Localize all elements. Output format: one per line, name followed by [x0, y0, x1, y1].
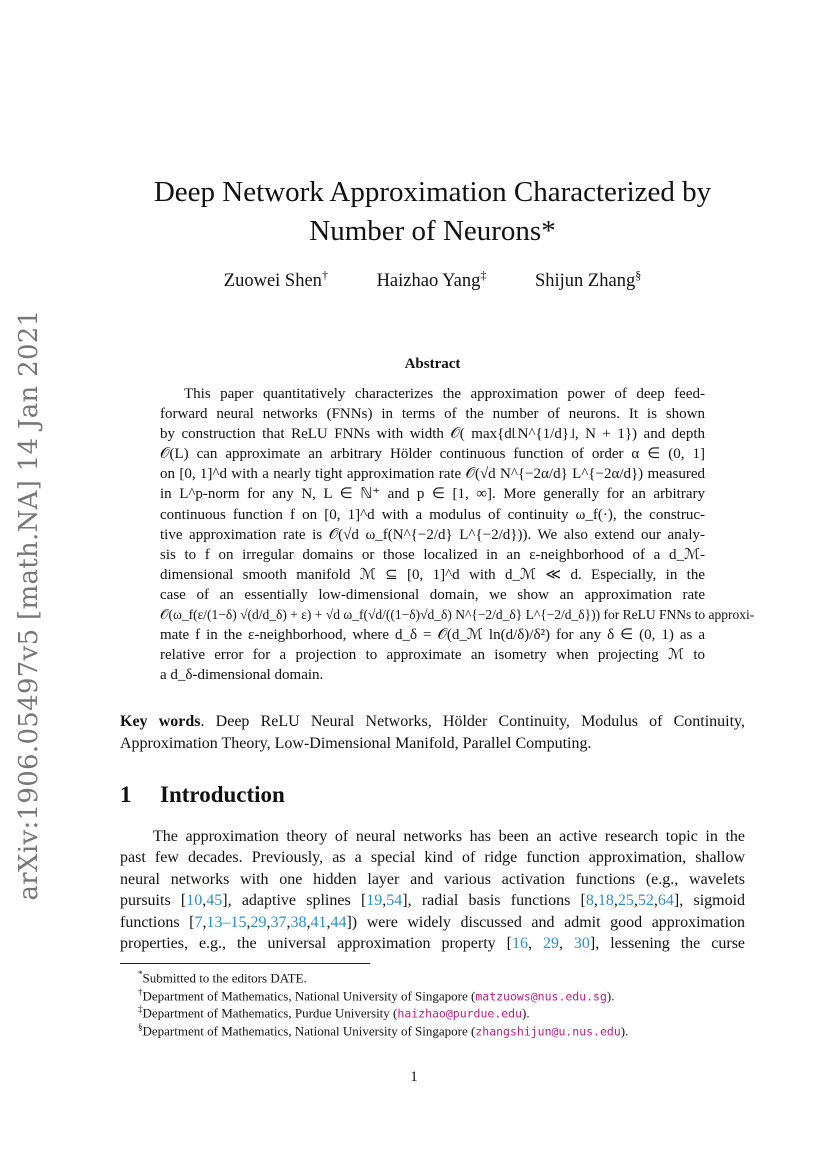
footnote-tail: ).: [606, 987, 615, 1003]
author-1: [224, 268, 328, 292]
text: properties, e.g., the universal approximation property [: [120, 934, 512, 952]
author-3-mark: §: [635, 268, 642, 282]
keywords-line-1: Key words. Deep ReLU Neural Networks, Hölder Continuity, Modulus of Continuity,: [120, 713, 746, 730]
abstract-line: This paper quantitatively characterizes the approximation power of deep feed-: [184, 386, 705, 402]
paper-title: [120, 173, 745, 251]
citation-link[interactable]: 41: [310, 913, 327, 931]
email-link[interactable]: matzuows@nus.edu.sg: [475, 988, 607, 1003]
footnote-mark: ‡: [138, 1004, 143, 1015]
citation-link[interactable]: 19: [366, 892, 383, 910]
section-title: Introduction: [160, 782, 285, 807]
text: ,: [286, 913, 291, 931]
footnote: [138, 1019, 628, 1037]
footnote-text: Department of Mathematics, Purdue University (: [142, 1005, 398, 1021]
text: ], sigmoid: [673, 892, 746, 910]
intro-line: neural networks with one hidden layer and various activation functions (e.g., wavelets: [120, 870, 745, 888]
intro-line: The approximation theory of neural networks has been an active research topic in the: [153, 828, 745, 845]
abstract-body: [160, 384, 755, 685]
author-2: [377, 268, 487, 292]
text: ,: [246, 913, 251, 931]
footnote-tail: ).: [620, 1023, 629, 1039]
footnote: [138, 1001, 628, 1019]
title-line-2: Number of Neurons*: [309, 215, 556, 247]
intro-line: [120, 890, 745, 911]
arxiv-stamp-text: arXiv:1906.05497v5 [math.NA] 14 Jan 2021: [14, 309, 44, 901]
abstract-line: continuous function f on [0, 1]^d with a modulus of continuity ω_f(·), the construc-: [160, 506, 705, 523]
email-link[interactable]: haizhao@purdue.edu: [397, 1006, 523, 1021]
abstract-line: relative error for a projection to approximate an isometry when projecting ℳ to: [160, 647, 705, 664]
citation-link[interactable]: 64: [657, 892, 674, 910]
text: ,: [527, 934, 543, 952]
arxiv-stamp: [7, 309, 51, 901]
abstract-line: case of an essentially low-dimensional domain, we show an approximation rate: [160, 586, 705, 603]
author-1-mark: †: [321, 268, 328, 282]
footnotes: [138, 966, 629, 1039]
text: ], adaptive splines [: [222, 892, 367, 910]
footnote-mark: *: [138, 969, 143, 979]
citation-link[interactable]: 7: [194, 913, 203, 931]
footnote-tail: ).: [522, 1005, 530, 1021]
text: ], lessening the curse: [589, 934, 746, 952]
citation-link[interactable]: 45: [206, 892, 223, 910]
abstract-line: a d_δ-dimensional domain.: [160, 667, 324, 684]
footnote-text: Department of Mathematics, National University of Singapore (: [142, 987, 476, 1003]
footnote-mark: §: [138, 1021, 143, 1032]
abstract-line: by construction that ReLU FNNs with width 𝒪( max{d⌊N^{1/d}⌋, N + 1}) and depth: [160, 426, 705, 443]
text: ,: [326, 913, 331, 931]
section-heading: [120, 782, 285, 808]
citation-link[interactable]: 8: [585, 892, 594, 910]
author-2-name: Haizhao Yang: [376, 271, 481, 292]
email-link[interactable]: zhangshijun@u.nus.edu: [475, 1024, 621, 1039]
footnote: [138, 966, 628, 984]
citation-link[interactable]: 52: [637, 892, 654, 910]
abstract-line: 𝒪(ω_f(ε/(1−δ) √(d/d_δ) + ε) + √d ω_f(√d/((1−δ)√d_δ) N^{−2/d_δ} L^{−2/d_δ})) for ReLU FNNs to approxi-: [160, 607, 755, 623]
footnote-text: Submitted to the editors DATE.: [142, 970, 307, 986]
citation-link[interactable]: 18: [597, 892, 614, 910]
section-number: 1: [120, 782, 132, 807]
abstract-line: forward neural networks (FNNs) in terms of the number of neurons. It is shown: [160, 406, 705, 423]
intro-line: [120, 912, 745, 933]
citation-link[interactable]: 29: [542, 934, 559, 952]
author-3-name: Shijun Zhang: [534, 271, 636, 292]
footnote-rule: [120, 963, 370, 964]
keywords-label: Key words: [120, 713, 201, 730]
text: ,: [558, 934, 574, 952]
footnote-mark: †: [138, 986, 143, 997]
abstract-line: on [0, 1]^d with a nearly tight approximation rate 𝒪(√d N^{−2α/d} L^{−2α/d}) measured: [160, 466, 705, 483]
citation-link[interactable]: 29: [250, 913, 267, 931]
text: ,: [593, 892, 598, 910]
citation-link[interactable]: 54: [386, 892, 403, 910]
abstract-line: in L^p-norm for any N, L ∈ ℕ⁺ and p ∈ [1, ∞]. More generally for an arbitrary: [160, 486, 705, 503]
page-number: 1: [410, 1069, 418, 1085]
text: ,: [306, 913, 311, 931]
keywords: [120, 711, 745, 754]
abstract-heading: Abstract: [404, 356, 461, 372]
citation-link[interactable]: 37: [270, 913, 287, 931]
author-1-name: Zuowei Shen: [223, 271, 322, 292]
citation-link[interactable]: 10: [186, 892, 203, 910]
abstract-line: 𝒪(L) can approximate an arbitrary Hölder continuous function of order α ∈ (0, 1]: [160, 446, 705, 463]
author-list: [120, 268, 745, 292]
abstract-line: mate f in the ε-neighborhood, where d_δ = 𝒪(d_ℳ ln(d/δ)/δ²) for any δ ∈ (0, 1) as a: [160, 627, 705, 644]
footnote-text: Department of Mathematics, National University of Singapore (: [142, 1023, 476, 1039]
text: pursuits [: [120, 892, 187, 910]
abstract-line: sis to f on irregular domains or those localized in an ε-neighborhood of a d_ℳ-: [160, 546, 705, 563]
text: ,: [266, 913, 271, 931]
footnote: [138, 984, 628, 1002]
keywords-line-2: Approximation Theory, Low-Dimensional Manifold, Parallel Computing.: [120, 734, 592, 752]
intro-line: [120, 933, 745, 954]
citation-link[interactable]: 25: [617, 892, 634, 910]
text: ,: [633, 892, 638, 910]
text: ,: [613, 892, 618, 910]
citation-link[interactable]: 30: [573, 934, 590, 952]
intro-line: past few decades. Previously, as a special kind of ridge function approximation, shallow: [120, 849, 745, 867]
title-line-1: Deep Network Approximation Characterized by: [153, 176, 712, 208]
author-3: [535, 268, 641, 292]
abstract-line: tive approximation rate is 𝒪(√d ω_f(N^{−2/d} L^{−2/d})). We also extend our analy-: [160, 526, 705, 543]
citation-link[interactable]: 16: [511, 934, 528, 952]
keywords-text-1: Deep ReLU Neural Networks, Hölder Continuity, Modulus of Continuity,: [215, 713, 746, 730]
citation-link[interactable]: 38: [290, 913, 307, 931]
abstract-line: dimensional smooth manifold ℳ ⊆ [0, 1]^d with d_ℳ ≪ d. Especially, in the: [160, 566, 705, 583]
text: ,: [202, 892, 207, 910]
text: ,: [653, 892, 658, 910]
intro-paragraph: [120, 826, 745, 954]
text: functions [: [120, 913, 195, 931]
author-2-mark: ‡: [480, 268, 487, 282]
text: ], radial basis functions [: [402, 892, 586, 910]
text: ,: [382, 892, 387, 910]
citation-link[interactable]: 13–15: [206, 913, 247, 931]
text: ,: [202, 913, 207, 931]
text: ]) were widely discussed and admit good approximation: [346, 913, 746, 931]
citation-link[interactable]: 44: [330, 913, 347, 931]
